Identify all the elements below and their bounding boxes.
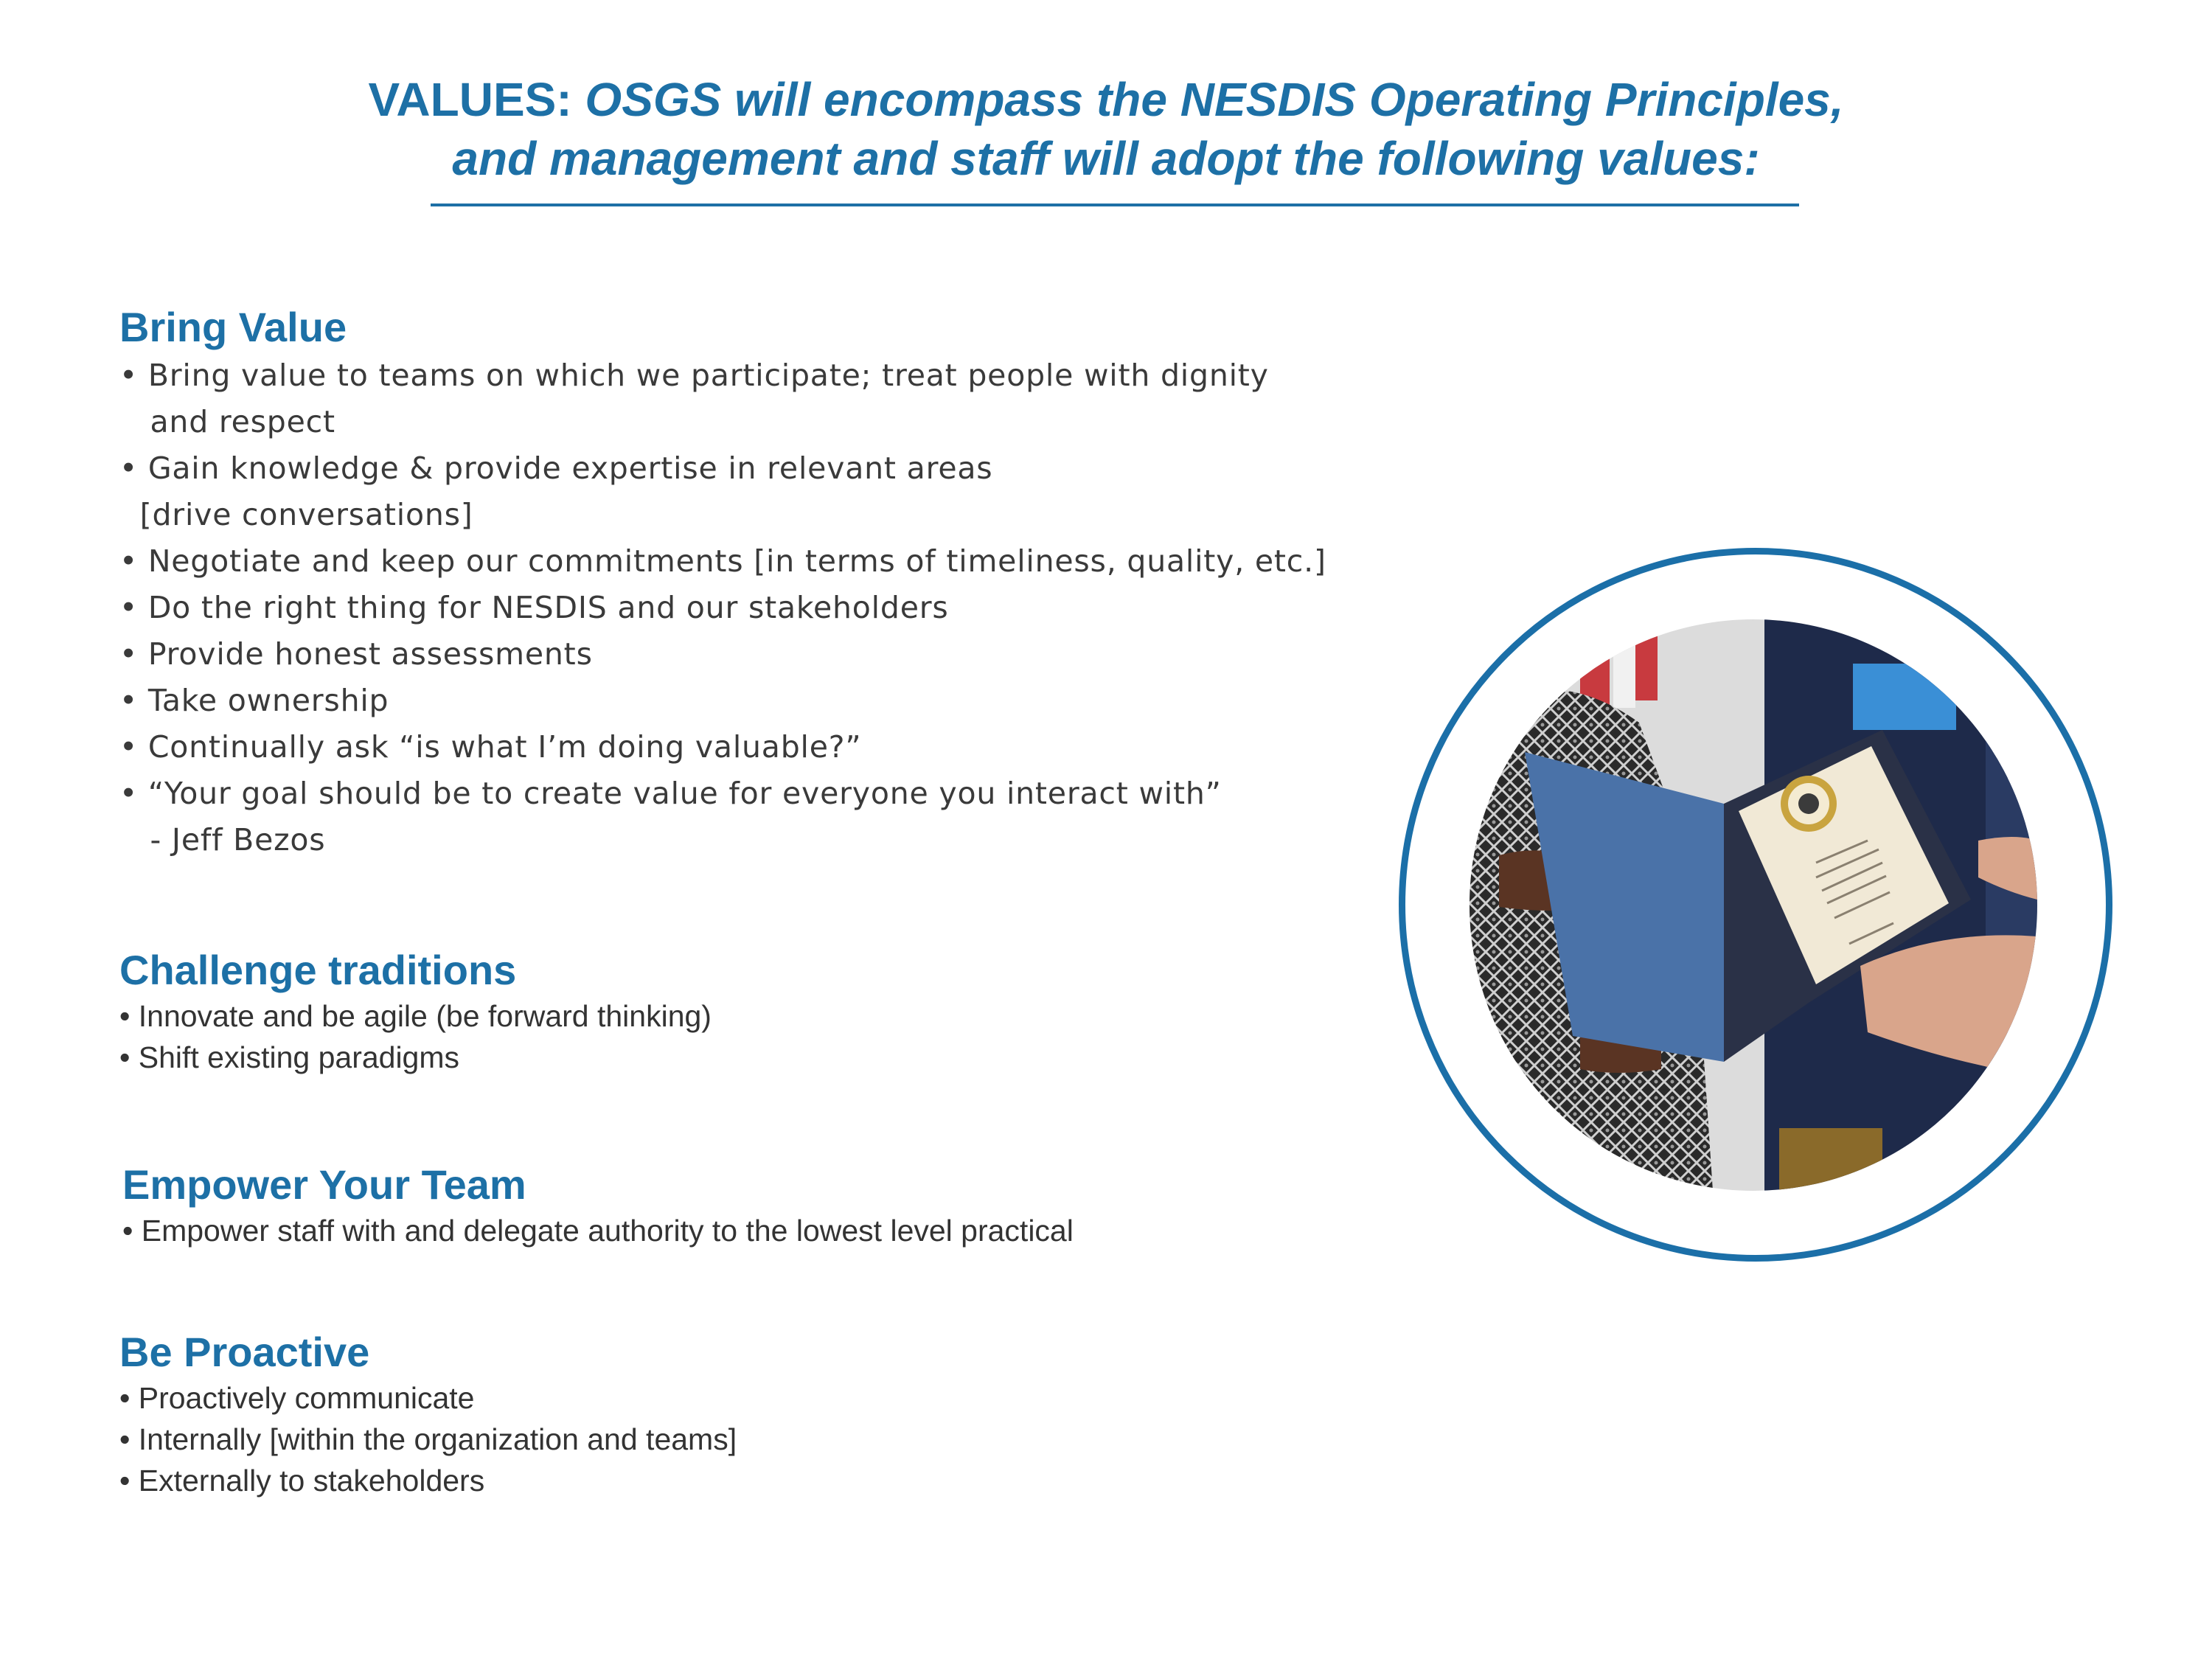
bullet-list xyxy=(119,995,712,1078)
section-challenge-traditions xyxy=(119,945,712,1078)
list-item: • Negotiate and keep our commitments [in terms of timeliness, quality, etc.] xyxy=(119,543,1326,579)
list-item: • Proactively communicate xyxy=(119,1381,475,1415)
bullet-list xyxy=(122,1210,1074,1251)
title-line-2: and management and staff will adopt the following values: xyxy=(452,132,1760,185)
title-lead: VALUES: xyxy=(368,73,572,126)
bullet-list xyxy=(119,1377,737,1501)
section-title: Bring Value xyxy=(119,304,347,350)
list-item: • Bring value to teams on which we participate; treat people with dignity and respect xyxy=(119,358,1269,439)
list-item: • Do the right thing for NESDIS and our stakeholders xyxy=(119,590,949,625)
list-item: • “Your goal should be to create value for everyone you interact with” - Jeff Bezos xyxy=(119,776,1222,858)
list-item: • Continually ask “is what I’m doing valuable?” xyxy=(119,729,862,765)
section-empower-your-team xyxy=(122,1160,1074,1251)
section-title: Be Proactive xyxy=(119,1329,370,1375)
list-item: • Shift existing paradigms xyxy=(119,1040,460,1074)
title-line-1-text: OSGS will encompass the NESDIS Operating Principles, xyxy=(585,73,1844,126)
bullet-list xyxy=(119,352,1326,863)
title-underline xyxy=(431,204,1799,206)
list-item: • Innovate and be agile (be forward thinking) xyxy=(119,999,712,1033)
list-item: • Provide honest assessments xyxy=(119,636,593,672)
title-line-1 xyxy=(0,70,2212,129)
list-item: • Empower staff with and delegate authority to the lowest level practical xyxy=(122,1214,1074,1248)
page-title xyxy=(0,70,2212,188)
list-item: • Internally [within the organization and teams] xyxy=(119,1422,737,1456)
award-certificate-photo xyxy=(1470,619,2037,1191)
list-item: • Take ownership xyxy=(119,683,389,718)
list-item: • Externally to stakeholders xyxy=(119,1464,485,1498)
list-item: • Gain knowledge & provide expertise in relevant areas [drive conversations] xyxy=(119,451,993,532)
section-title: Challenge traditions xyxy=(119,947,517,993)
section-be-proactive xyxy=(119,1327,737,1501)
section-bring-value xyxy=(119,302,1326,863)
section-title: Empower Your Team xyxy=(122,1161,526,1208)
